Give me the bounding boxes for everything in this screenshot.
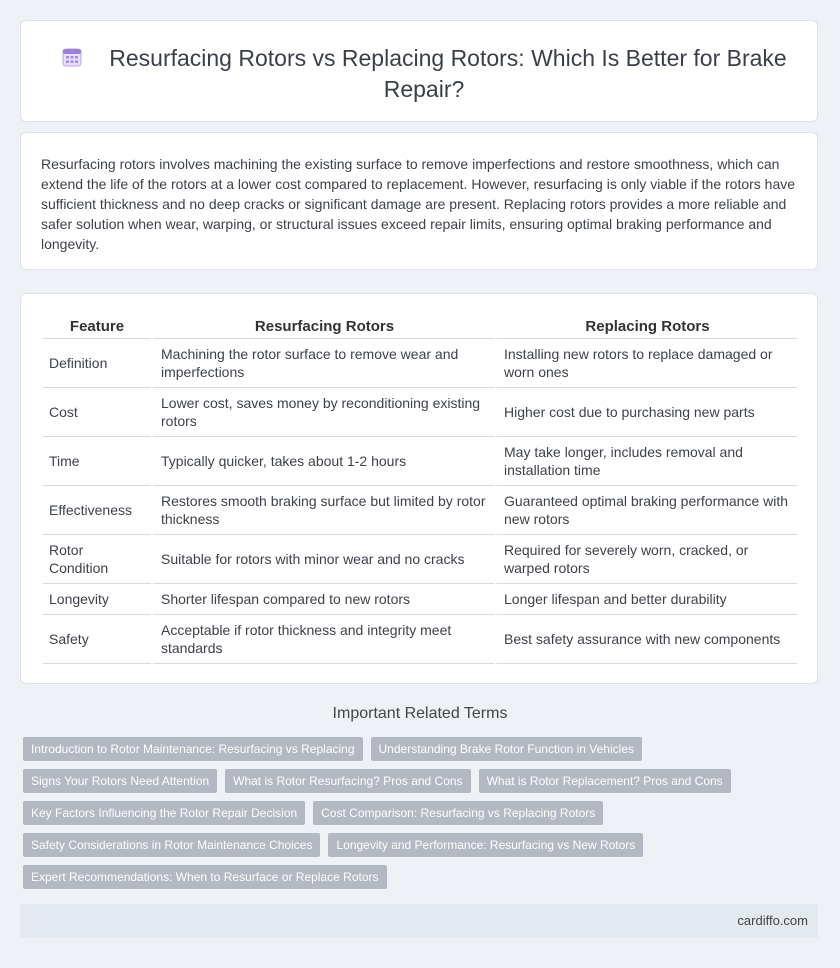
replacing-cell: Required for severely worn, cracked, or warped rotors	[494, 535, 797, 584]
comparison-table	[43, 314, 797, 664]
feature-cell: Time	[43, 437, 151, 486]
page-title: Resurfacing Rotors vs Replacing Rotors: Which Is Better for Brake Repair?	[109, 45, 787, 102]
related-term-tag[interactable]: Introduction to Rotor Maintenance: Resurfacing vs Replacing	[23, 737, 363, 761]
intro-paragraph: Resurfacing rotors involves machining the existing surface to remove imperfections and restore smoothness, which can extend the life of the rotors at a lower cost compared to replacement. However, resurfacing is only viable if the rotors have sufficient thickness and no deep cracks or significant damage are present. Replacing rotors provides a more reliable and safer solution when wear, warping, or structural issues exceed repair limits, ensuring optimal braking performance and longevity.	[41, 156, 796, 252]
intro-card	[20, 132, 818, 270]
replacing-cell: Higher cost due to purchasing new parts	[494, 388, 797, 437]
related-term-tag[interactable]: What is Rotor Resurfacing? Pros and Cons	[225, 769, 470, 793]
feature-cell: Definition	[43, 339, 151, 388]
replacing-cell: Best safety assurance with new components	[494, 615, 797, 664]
feature-cell: Effectiveness	[43, 486, 151, 535]
replacing-cell: Installing new rotors to replace damaged or worn ones	[494, 339, 797, 388]
table-row	[43, 584, 797, 615]
feature-cell: Cost	[43, 388, 151, 437]
replacing-cell: Longer lifespan and better durability	[494, 584, 797, 615]
calendar-icon	[61, 46, 83, 68]
related-term-tag[interactable]: Key Factors Influencing the Rotor Repair Decision	[23, 801, 305, 825]
resurfacing-cell: Suitable for rotors with minor wear and no cracks	[151, 535, 494, 584]
header-feature: Feature	[43, 314, 151, 339]
resurfacing-cell: Acceptable if rotor thickness and integrity meet standards	[151, 615, 494, 664]
replacing-cell: Guaranteed optimal braking performance with new rotors	[494, 486, 797, 535]
table-row	[43, 437, 797, 486]
table-row	[43, 535, 797, 584]
resurfacing-cell: Machining the rotor surface to remove wear and imperfections	[151, 339, 494, 388]
resurfacing-cell: Shorter lifespan compared to new rotors	[151, 584, 494, 615]
related-term-tag[interactable]: What is Rotor Replacement? Pros and Cons	[479, 769, 731, 793]
related-term-tag[interactable]: Longevity and Performance: Resurfacing vs New Rotors	[328, 833, 643, 857]
related-term-tag[interactable]: Safety Considerations in Rotor Maintenance Choices	[23, 833, 320, 857]
related-term-tag[interactable]: Expert Recommendations: When to Resurface or Replace Rotors	[23, 865, 387, 889]
table-header-row	[43, 314, 797, 339]
resurfacing-cell: Restores smooth braking surface but limited by rotor thickness	[151, 486, 494, 535]
feature-cell: Safety	[43, 615, 151, 664]
footer	[20, 904, 818, 938]
feature-cell: Rotor Condition	[43, 535, 151, 584]
table-row	[43, 388, 797, 437]
related-term-tag[interactable]: Signs Your Rotors Need Attention	[23, 769, 217, 793]
table-row	[43, 486, 797, 535]
page-title-wrap	[51, 43, 797, 105]
feature-cell: Longevity	[43, 584, 151, 615]
related-term-tag[interactable]: Understanding Brake Rotor Function in Vehicles	[371, 737, 642, 761]
related-term-tag[interactable]: Cost Comparison: Resurfacing vs Replacing Rotors	[313, 801, 603, 825]
title-card	[20, 20, 818, 122]
replacing-cell: May take longer, includes removal and installation time	[494, 437, 797, 486]
footer-site-link[interactable]: cardiffo.com	[737, 913, 808, 928]
header-replacing: Replacing Rotors	[494, 314, 797, 339]
related-terms-title: Important Related Terms	[332, 705, 508, 722]
header-resurfacing: Resurfacing Rotors	[151, 314, 494, 339]
table-row	[43, 339, 797, 388]
resurfacing-cell: Lower cost, saves money by reconditioning existing rotors	[151, 388, 494, 437]
table-row	[43, 615, 797, 664]
related-terms-list	[23, 737, 743, 889]
comparison-card	[20, 293, 818, 684]
resurfacing-cell: Typically quicker, takes about 1-2 hours	[151, 437, 494, 486]
